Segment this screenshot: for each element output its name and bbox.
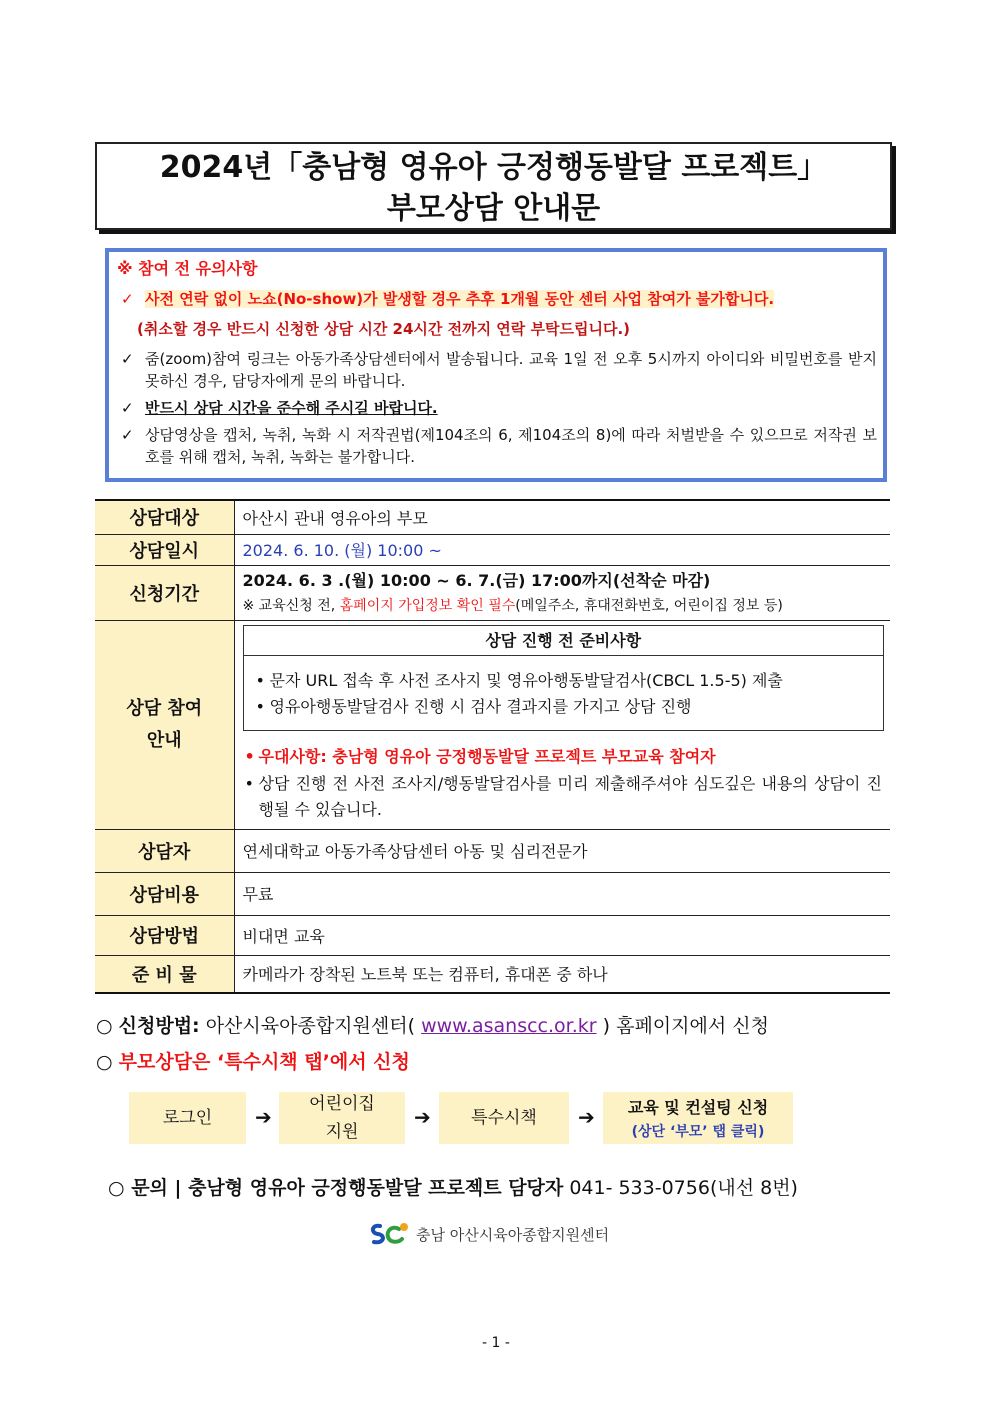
notice-item-cancel: (취소할 경우 반드시 신청한 상담 시간 24시간 전까지 연락 부탁드립니다.) <box>137 320 631 338</box>
row-label: 신청기간 <box>95 565 234 620</box>
step-daycare <box>279 1092 405 1144</box>
document-title <box>95 142 892 230</box>
page-number: - 1 - <box>482 1335 510 1351</box>
org-name: 충남 아산시육아종합지원센터 <box>416 1225 610 1244</box>
guide-label-line-2: 안내 <box>146 729 182 751</box>
notice-heading: ※ 참여 전 유의사항 <box>117 259 258 278</box>
step-login <box>129 1092 246 1144</box>
row-value <box>234 620 890 829</box>
notice-item-copyright <box>117 424 877 468</box>
tab-note <box>96 1047 410 1074</box>
notice-item-copyright-text: 상담영상을 캡처, 녹취, 녹화 시 저작권법(제104조의 6, 제104조의 8)에 따라 처벌받을 수 있으므로 저작권 보호를 위해 캡처, 녹취, 녹화는 불가합니다. <box>145 426 877 466</box>
step-education-line-1: 교육 및 컨설팅 신청 <box>627 1098 769 1117</box>
check-icon: ✓ <box>121 350 134 368</box>
bullet-icon: ○ <box>96 1015 113 1037</box>
step-education <box>603 1092 793 1144</box>
guide-label-line-1: 상담 참여 <box>126 697 203 719</box>
table-row <box>95 829 890 872</box>
apply-text-pre: 아산시육아종합지원센터( <box>205 1015 416 1037</box>
row-value: 2024. 6. 10. (월) 10:00 ~ <box>234 534 890 565</box>
notice-item-zoom <box>117 348 877 392</box>
notice-item-time <box>117 392 877 424</box>
row-value: 아산시 관내 영유아의 부모 <box>234 500 890 534</box>
arrow-right-icon: ➔ <box>255 1105 272 1129</box>
table-row <box>95 500 890 534</box>
row-value: 무료 <box>234 872 890 915</box>
row-label: 상담방법 <box>95 915 234 955</box>
notice-item-time-text: 반드시 상담 시간을 준수해 주시길 바랍니다. <box>145 399 438 417</box>
tab-note-text: 부모상담은 ‘특수시책 탭’에서 신청 <box>118 1051 410 1073</box>
logo-mark-icon <box>366 1221 410 1247</box>
table-row <box>95 534 890 565</box>
prep-box-body <box>244 656 884 730</box>
row-label <box>95 620 234 829</box>
prep-item: • 문자 URL 접속 후 사전 조사지 및 영유아행동발달검사(CBCL 1.5-5) 제출 <box>254 668 874 694</box>
row-label: 상담비용 <box>95 872 234 915</box>
org-logo <box>366 1221 609 1247</box>
table-row <box>95 915 890 955</box>
check-icon: ✓ <box>121 399 134 417</box>
step-login-label: 로그인 <box>162 1108 213 1128</box>
priority-note: • 우대사항: 충남형 영유아 긍정행동발달 프로젝트 부모교육 참여자 <box>243 743 883 771</box>
step-education-line-2: (상단 ‘부모’ 탭 클릭) <box>631 1124 765 1140</box>
step-daycare-line-1: 어린이집 <box>309 1094 375 1114</box>
step-special <box>439 1092 569 1144</box>
period-note-pre: ※ 교육신청 전, <box>242 597 340 614</box>
notice-item-zoom-text: 줌(zoom)참여 링크는 아동가족상담센터에서 발송됩니다. 교육 1일 전 오후 5시까지 아이디와 비밀번호를 받지 못하신 경우, 담당자에게 문의 바랍니다. <box>145 350 877 390</box>
row-value: 연세대학교 아동가족상담센터 아동 및 심리전문가 <box>234 829 890 872</box>
table-row <box>95 565 890 620</box>
row-value: 카메라가 장착된 노트북 또는 컴퓨터, 휴대폰 중 하나 <box>234 955 890 993</box>
bullet-icon: ○ <box>96 1051 113 1073</box>
check-icon: ✓ <box>121 290 134 308</box>
table-row <box>95 620 890 829</box>
title-line-1: 2024년「충남형 영유아 긍정행동발달 프로젝트」 <box>159 150 828 185</box>
apply-text-post: ) 홈페이지에서 신청 <box>602 1015 769 1037</box>
step-special-label: 특수시책 <box>471 1108 537 1128</box>
period-note <box>243 594 883 618</box>
guide-note: • 상담 진행 전 사전 조사지/행동발달검사를 미리 제출해주셔야 심도깊은 내용의 상담이 진행될 수 있습니다. <box>243 771 883 823</box>
table-row <box>95 955 890 993</box>
prep-box-title: 상담 진행 전 준비사항 <box>244 626 884 656</box>
contact-line <box>108 1173 798 1200</box>
period-text: 2024. 6. 3 .(월) 10:00 ~ 6. 7.(금) 17:00까지(선착순 마감) <box>242 570 711 590</box>
arrow-right-icon: ➔ <box>578 1105 595 1129</box>
apply-label: 신청방법: <box>118 1015 200 1037</box>
period-note-required: 홈페이지 가입정보 확인 필수 <box>339 597 516 614</box>
info-table <box>95 499 890 994</box>
title-line-2: 부모상담 안내문 <box>386 191 601 226</box>
row-label: 준 비 물 <box>95 955 234 993</box>
apply-method <box>96 1011 769 1038</box>
notice-item-noshow <box>117 284 877 314</box>
check-icon: ✓ <box>121 426 134 444</box>
prep-item: • 영유아행동발달검사 진행 시 검사 결과지를 가지고 상담 진행 <box>254 694 874 720</box>
row-label: 상담일시 <box>95 534 234 565</box>
period-note-post: (메일주소, 휴대전화번호, 어린이집 정보 등) <box>515 597 783 614</box>
contact-label: ○ 문의 | 충남형 영유아 긍정행동발달 프로젝트 담당자 <box>108 1177 564 1199</box>
website-link[interactable]: www.asanscc.or.kr <box>421 1015 597 1037</box>
step-daycare-line-2: 지원 <box>325 1122 359 1142</box>
arrow-right-icon: ➔ <box>414 1105 431 1129</box>
prep-box <box>243 625 885 731</box>
row-value <box>234 565 890 620</box>
row-label: 상담대상 <box>95 500 234 534</box>
contact-phone: 041- 533-0756(내선 8번) <box>569 1177 798 1199</box>
notice-box <box>105 248 887 482</box>
table-row <box>95 872 890 915</box>
row-label: 상담자 <box>95 829 234 872</box>
notice-item-noshow-text: 사전 연락 없이 노쇼(No-show)가 발생할 경우 추후 1개월 동안 센터 사업 참여가 불가합니다. <box>145 290 775 308</box>
row-value: 비대면 교육 <box>234 915 890 955</box>
